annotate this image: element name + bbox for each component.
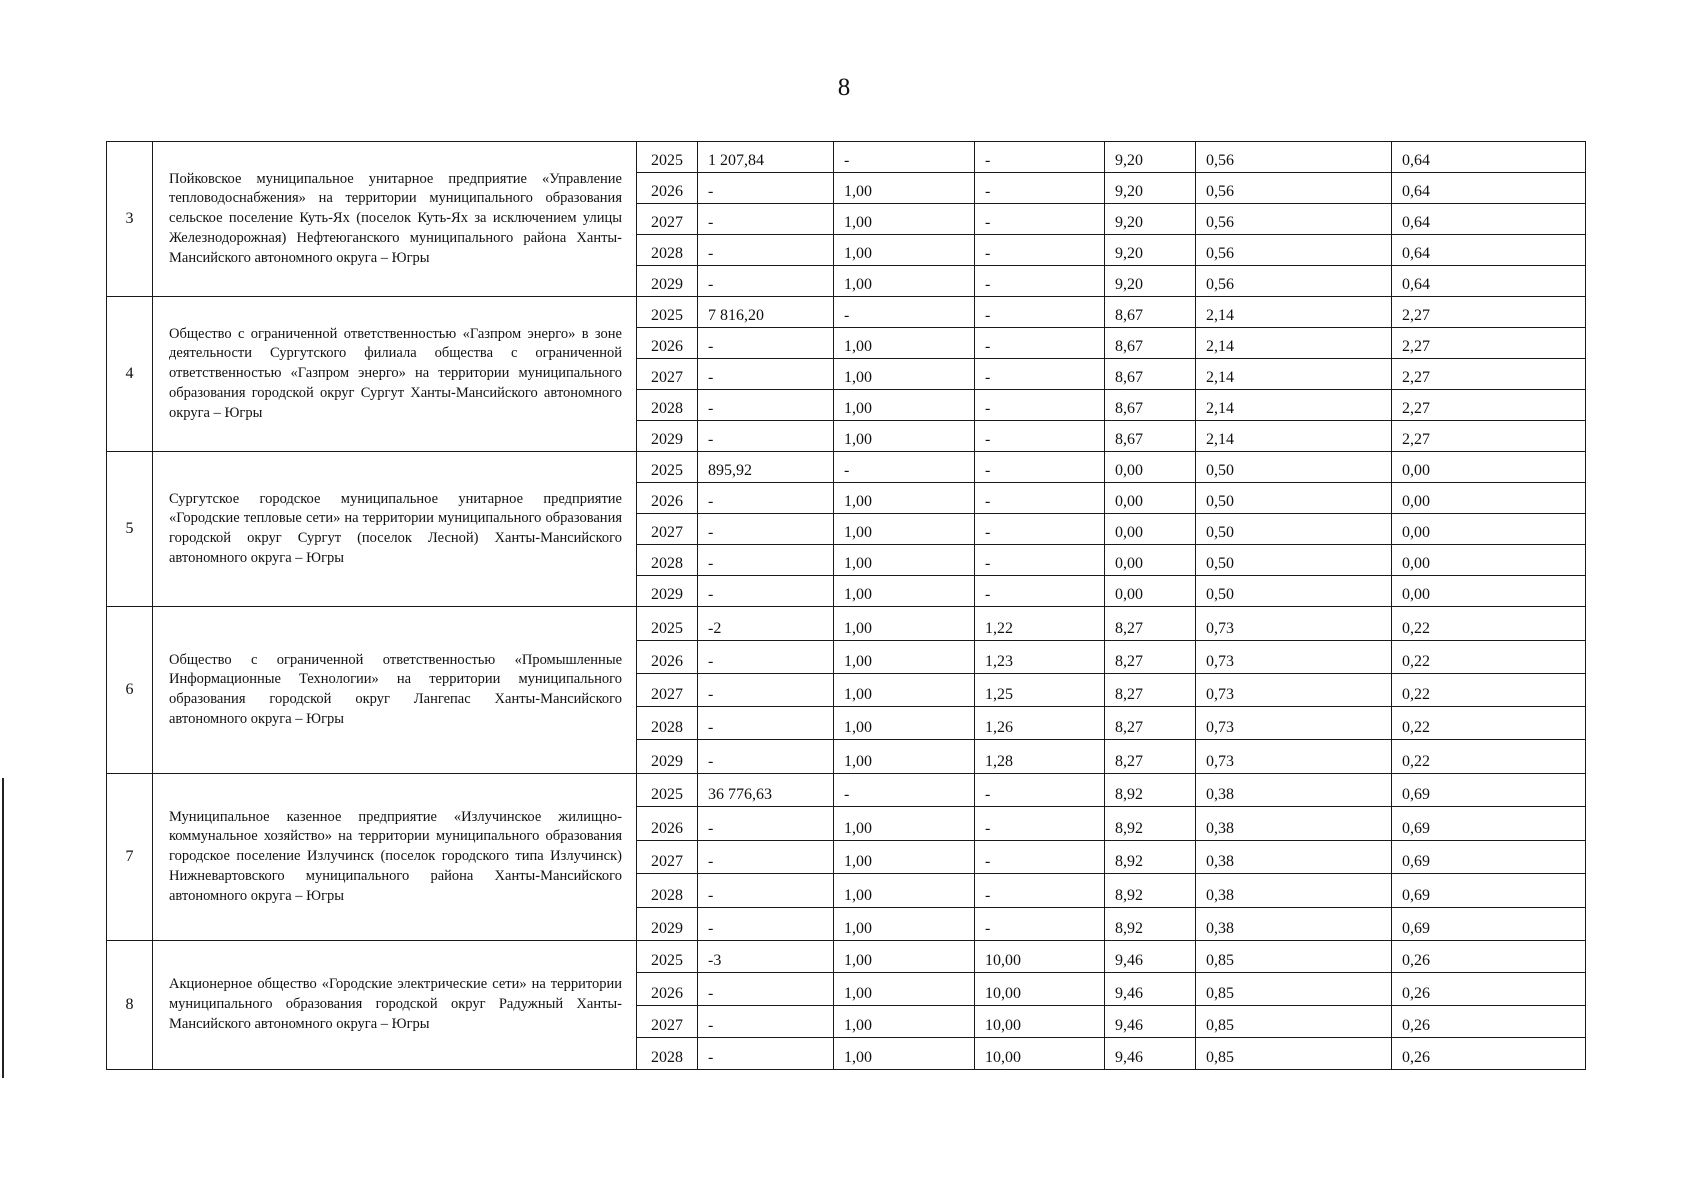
loss-norm-cell: 9,46 <box>1105 1038 1196 1070</box>
energy-index-cell: 0,69 <box>1392 774 1586 807</box>
table-row <box>107 297 1586 328</box>
reliability-cell: 1,22 <box>975 607 1105 641</box>
efficiency-index-cell: 1,00 <box>834 390 975 421</box>
row-number-cell: 6 <box>107 607 153 774</box>
efficiency-index-cell: - <box>834 452 975 483</box>
table-row <box>107 452 1586 483</box>
margin-mark <box>2 778 4 1078</box>
quality-index-cell: 0,73 <box>1196 707 1392 740</box>
efficiency-index-cell: 1,00 <box>834 328 975 359</box>
energy-index-cell: 0,22 <box>1392 607 1586 641</box>
energy-index-cell: 0,00 <box>1392 576 1586 607</box>
loss-norm-cell: 9,20 <box>1105 266 1196 297</box>
quality-index-cell: 0,50 <box>1196 483 1392 514</box>
base-level-cell: - <box>698 328 834 359</box>
efficiency-index-cell: 1,00 <box>834 1006 975 1038</box>
loss-norm-cell: 8,67 <box>1105 297 1196 328</box>
quality-index-cell: 2,14 <box>1196 297 1392 328</box>
quality-index-cell: 0,73 <box>1196 607 1392 641</box>
year-cell: 2027 <box>637 514 698 545</box>
energy-index-cell: 0,64 <box>1392 235 1586 266</box>
energy-index-cell: 0,00 <box>1392 452 1586 483</box>
loss-norm-cell: 9,46 <box>1105 973 1196 1006</box>
reliability-cell: - <box>975 235 1105 266</box>
year-cell: 2029 <box>637 908 698 941</box>
base-level-cell: -3 <box>698 941 834 973</box>
efficiency-index-cell: 1,00 <box>834 545 975 576</box>
efficiency-index-cell: 1,00 <box>834 576 975 607</box>
loss-norm-cell: 9,20 <box>1105 235 1196 266</box>
quality-index-cell: 0,38 <box>1196 774 1392 807</box>
year-cell: 2025 <box>637 774 698 807</box>
loss-norm-cell: 8,67 <box>1105 421 1196 452</box>
efficiency-index-cell: 1,00 <box>834 173 975 204</box>
energy-index-cell: 0,64 <box>1392 266 1586 297</box>
quality-index-cell: 0,73 <box>1196 641 1392 674</box>
quality-index-cell: 0,56 <box>1196 266 1392 297</box>
reliability-cell: - <box>975 328 1105 359</box>
year-cell: 2028 <box>637 545 698 576</box>
loss-norm-cell: 8,92 <box>1105 774 1196 807</box>
row-number-cell: 7 <box>107 774 153 941</box>
row-number-cell: 4 <box>107 297 153 452</box>
reliability-cell: - <box>975 421 1105 452</box>
loss-norm-cell: 0,00 <box>1105 452 1196 483</box>
reliability-cell: 1,26 <box>975 707 1105 740</box>
loss-norm-cell: 0,00 <box>1105 483 1196 514</box>
efficiency-index-cell: 1,00 <box>834 807 975 841</box>
base-level-cell: - <box>698 973 834 1006</box>
reliability-cell: 10,00 <box>975 973 1105 1006</box>
organization-cell: Общество с ограниченной ответственностью «Газпром энерго» в зоне деятельности Сургутского филиала общества с ограниченной ответственностью «Газпром энерго» на территории муниципального образования городской округ Сургут Ханты-Мансийского автономного округа – Югры <box>153 297 637 452</box>
base-level-cell: - <box>698 173 834 204</box>
energy-index-cell: 0,22 <box>1392 707 1586 740</box>
year-cell: 2027 <box>637 674 698 707</box>
loss-norm-cell: 8,67 <box>1105 390 1196 421</box>
base-level-cell: - <box>698 807 834 841</box>
reliability-cell: - <box>975 173 1105 204</box>
base-level-cell: -2 <box>698 607 834 641</box>
year-cell: 2028 <box>637 874 698 908</box>
efficiency-index-cell: 1,00 <box>834 740 975 774</box>
table-row <box>107 607 1586 641</box>
reliability-cell: - <box>975 807 1105 841</box>
year-cell: 2029 <box>637 576 698 607</box>
organization-cell: Сургутское городское муниципальное унитарное предприятие «Городские тепловые сети» на территории муниципального образования городской округ Сургут (поселок Лесной) Ханты-Мансийского автономного округа – Югры <box>153 452 637 607</box>
year-cell: 2026 <box>637 641 698 674</box>
energy-index-cell: 0,26 <box>1392 973 1586 1006</box>
energy-index-cell: 0,26 <box>1392 941 1586 973</box>
base-level-cell: - <box>698 1038 834 1070</box>
energy-index-cell: 0,22 <box>1392 740 1586 774</box>
loss-norm-cell: 8,27 <box>1105 707 1196 740</box>
reliability-cell: 10,00 <box>975 1038 1105 1070</box>
efficiency-index-cell: 1,00 <box>834 483 975 514</box>
reliability-cell: 1,28 <box>975 740 1105 774</box>
year-cell: 2025 <box>637 941 698 973</box>
reliability-cell: - <box>975 266 1105 297</box>
year-cell: 2028 <box>637 707 698 740</box>
year-cell: 2026 <box>637 973 698 1006</box>
efficiency-index-cell: 1,00 <box>834 235 975 266</box>
quality-index-cell: 0,38 <box>1196 841 1392 874</box>
efficiency-index-cell: - <box>834 142 975 173</box>
quality-index-cell: 2,14 <box>1196 328 1392 359</box>
year-cell: 2025 <box>637 452 698 483</box>
loss-norm-cell: 8,27 <box>1105 674 1196 707</box>
table-row <box>107 941 1586 973</box>
organization-cell: Акционерное общество «Городские электрические сети» на территории муниципального образования городской округ Радужный Ханты-Мансийского автономного округа – Югры <box>153 941 637 1070</box>
quality-index-cell: 0,85 <box>1196 941 1392 973</box>
year-cell: 2027 <box>637 841 698 874</box>
table-body <box>107 142 1586 1070</box>
organization-cell: Муниципальное казенное предприятие «Излучинское жилищно-коммунальное хозяйство» на территории муниципального образования городское поселение Излучинск (поселок городского типа Излучинск) Нижневартовского муниципального района Ханты-Мансийского автономного округа – Югры <box>153 774 637 941</box>
quality-index-cell: 0,85 <box>1196 1006 1392 1038</box>
base-level-cell: - <box>698 707 834 740</box>
loss-norm-cell: 8,92 <box>1105 841 1196 874</box>
energy-index-cell: 0,22 <box>1392 641 1586 674</box>
year-cell: 2028 <box>637 390 698 421</box>
reliability-cell: - <box>975 297 1105 328</box>
energy-index-cell: 0,00 <box>1392 483 1586 514</box>
base-level-cell: - <box>698 545 834 576</box>
energy-index-cell: 0,64 <box>1392 142 1586 173</box>
reliability-cell: - <box>975 774 1105 807</box>
loss-norm-cell: 9,46 <box>1105 1006 1196 1038</box>
base-level-cell: - <box>698 235 834 266</box>
base-level-cell: 7 816,20 <box>698 297 834 328</box>
quality-index-cell: 0,56 <box>1196 204 1392 235</box>
year-cell: 2028 <box>637 235 698 266</box>
base-level-cell: - <box>698 576 834 607</box>
quality-index-cell: 0,50 <box>1196 514 1392 545</box>
energy-index-cell: 2,27 <box>1392 421 1586 452</box>
loss-norm-cell: 8,67 <box>1105 328 1196 359</box>
energy-index-cell: 0,26 <box>1392 1006 1586 1038</box>
efficiency-index-cell: 1,00 <box>834 707 975 740</box>
efficiency-index-cell: 1,00 <box>834 514 975 545</box>
reliability-cell: - <box>975 576 1105 607</box>
page-number: 8 <box>837 74 851 101</box>
energy-index-cell: 2,27 <box>1392 359 1586 390</box>
reliability-cell: 1,23 <box>975 641 1105 674</box>
quality-index-cell: 2,14 <box>1196 359 1392 390</box>
energy-index-cell: 0,22 <box>1392 674 1586 707</box>
reliability-cell: - <box>975 874 1105 908</box>
loss-norm-cell: 8,92 <box>1105 908 1196 941</box>
year-cell: 2025 <box>637 607 698 641</box>
efficiency-index-cell: - <box>834 297 975 328</box>
year-cell: 2025 <box>637 142 698 173</box>
reliability-cell: - <box>975 359 1105 390</box>
energy-index-cell: 0,00 <box>1392 514 1586 545</box>
quality-index-cell: 0,38 <box>1196 908 1392 941</box>
year-cell: 2026 <box>637 483 698 514</box>
base-level-cell: - <box>698 641 834 674</box>
loss-norm-cell: 8,92 <box>1105 874 1196 908</box>
base-level-cell: - <box>698 740 834 774</box>
loss-norm-cell: 0,00 <box>1105 576 1196 607</box>
efficiency-index-cell: 1,00 <box>834 941 975 973</box>
row-number-cell: 5 <box>107 452 153 607</box>
organization-cell: Общество с ограниченной ответственностью «Промышленные Информационные Технологии» на территории муниципального образования городской округ Лангепас Ханты-Мансийского автономного округа – Югры <box>153 607 637 774</box>
loss-norm-cell: 9,20 <box>1105 142 1196 173</box>
energy-index-cell: 2,27 <box>1392 328 1586 359</box>
year-cell: 2029 <box>637 421 698 452</box>
base-level-cell: - <box>698 204 834 235</box>
reliability-cell: 10,00 <box>975 1006 1105 1038</box>
base-level-cell: - <box>698 908 834 941</box>
energy-index-cell: 2,27 <box>1392 297 1586 328</box>
quality-index-cell: 0,56 <box>1196 173 1392 204</box>
quality-index-cell: 0,50 <box>1196 576 1392 607</box>
quality-index-cell: 0,38 <box>1196 874 1392 908</box>
year-cell: 2029 <box>637 740 698 774</box>
energy-index-cell: 0,69 <box>1392 841 1586 874</box>
base-level-cell: 895,92 <box>698 452 834 483</box>
quality-index-cell: 0,73 <box>1196 740 1392 774</box>
quality-index-cell: 2,14 <box>1196 390 1392 421</box>
efficiency-index-cell: 1,00 <box>834 266 975 297</box>
table-row <box>107 774 1586 807</box>
quality-index-cell: 0,56 <box>1196 235 1392 266</box>
base-level-cell: - <box>698 841 834 874</box>
efficiency-index-cell: 1,00 <box>834 874 975 908</box>
energy-index-cell: 0,64 <box>1392 173 1586 204</box>
quality-index-cell: 0,85 <box>1196 973 1392 1006</box>
energy-index-cell: 0,00 <box>1392 545 1586 576</box>
base-level-cell: - <box>698 266 834 297</box>
efficiency-index-cell: 1,00 <box>834 607 975 641</box>
quality-index-cell: 2,14 <box>1196 421 1392 452</box>
reliability-cell: - <box>975 390 1105 421</box>
reliability-cell: - <box>975 452 1105 483</box>
year-cell: 2026 <box>637 807 698 841</box>
energy-index-cell: 0,69 <box>1392 807 1586 841</box>
efficiency-index-cell: 1,00 <box>834 908 975 941</box>
table-row <box>107 142 1586 173</box>
quality-index-cell: 0,50 <box>1196 452 1392 483</box>
base-level-cell: - <box>698 674 834 707</box>
loss-norm-cell: 8,27 <box>1105 641 1196 674</box>
efficiency-index-cell: 1,00 <box>834 1038 975 1070</box>
reliability-cell: - <box>975 483 1105 514</box>
reliability-cell: - <box>975 142 1105 173</box>
base-level-cell: 36 776,63 <box>698 774 834 807</box>
energy-index-cell: 0,64 <box>1392 204 1586 235</box>
energy-index-cell: 0,69 <box>1392 908 1586 941</box>
efficiency-index-cell: 1,00 <box>834 421 975 452</box>
year-cell: 2027 <box>637 204 698 235</box>
energy-index-cell: 0,26 <box>1392 1038 1586 1070</box>
organization-cell: Пойковское муниципальное унитарное предприятие «Управление тепловодоснабжения» на территории муниципального образования сельское поселение Куть-Ях (поселок Куть-Ях за исключением улицы Железнодорожная) Нефтеюганского муниципального района Ханты-Мансийского автономного округа – Югры <box>153 142 637 297</box>
loss-norm-cell: 9,20 <box>1105 204 1196 235</box>
tariff-table <box>106 141 1586 1070</box>
efficiency-index-cell: 1,00 <box>834 674 975 707</box>
energy-index-cell: 0,69 <box>1392 874 1586 908</box>
reliability-cell: - <box>975 841 1105 874</box>
loss-norm-cell: 8,27 <box>1105 607 1196 641</box>
year-cell: 2027 <box>637 359 698 390</box>
base-level-cell: - <box>698 874 834 908</box>
efficiency-index-cell: 1,00 <box>834 841 975 874</box>
efficiency-index-cell: 1,00 <box>834 973 975 1006</box>
loss-norm-cell: 8,92 <box>1105 807 1196 841</box>
base-level-cell: - <box>698 1006 834 1038</box>
base-level-cell: - <box>698 514 834 545</box>
base-level-cell: - <box>698 390 834 421</box>
year-cell: 2027 <box>637 1006 698 1038</box>
reliability-cell: - <box>975 204 1105 235</box>
year-cell: 2029 <box>637 266 698 297</box>
loss-norm-cell: 0,00 <box>1105 545 1196 576</box>
reliability-cell: - <box>975 545 1105 576</box>
year-cell: 2025 <box>637 297 698 328</box>
quality-index-cell: 0,38 <box>1196 807 1392 841</box>
energy-index-cell: 2,27 <box>1392 390 1586 421</box>
loss-norm-cell: 8,67 <box>1105 359 1196 390</box>
year-cell: 2026 <box>637 328 698 359</box>
year-cell: 2026 <box>637 173 698 204</box>
efficiency-index-cell: - <box>834 774 975 807</box>
quality-index-cell: 0,56 <box>1196 142 1392 173</box>
reliability-cell: - <box>975 908 1105 941</box>
base-level-cell: - <box>698 359 834 390</box>
quality-index-cell: 0,73 <box>1196 674 1392 707</box>
efficiency-index-cell: 1,00 <box>834 641 975 674</box>
reliability-cell: 10,00 <box>975 941 1105 973</box>
quality-index-cell: 0,85 <box>1196 1038 1392 1070</box>
year-cell: 2028 <box>637 1038 698 1070</box>
base-level-cell: - <box>698 421 834 452</box>
loss-norm-cell: 8,27 <box>1105 740 1196 774</box>
reliability-cell: 1,25 <box>975 674 1105 707</box>
row-number-cell: 3 <box>107 142 153 297</box>
loss-norm-cell: 0,00 <box>1105 514 1196 545</box>
loss-norm-cell: 9,20 <box>1105 173 1196 204</box>
reliability-cell: - <box>975 514 1105 545</box>
base-level-cell: 1 207,84 <box>698 142 834 173</box>
loss-norm-cell: 9,46 <box>1105 941 1196 973</box>
efficiency-index-cell: 1,00 <box>834 204 975 235</box>
base-level-cell: - <box>698 483 834 514</box>
efficiency-index-cell: 1,00 <box>834 359 975 390</box>
row-number-cell: 8 <box>107 941 153 1070</box>
quality-index-cell: 0,50 <box>1196 545 1392 576</box>
